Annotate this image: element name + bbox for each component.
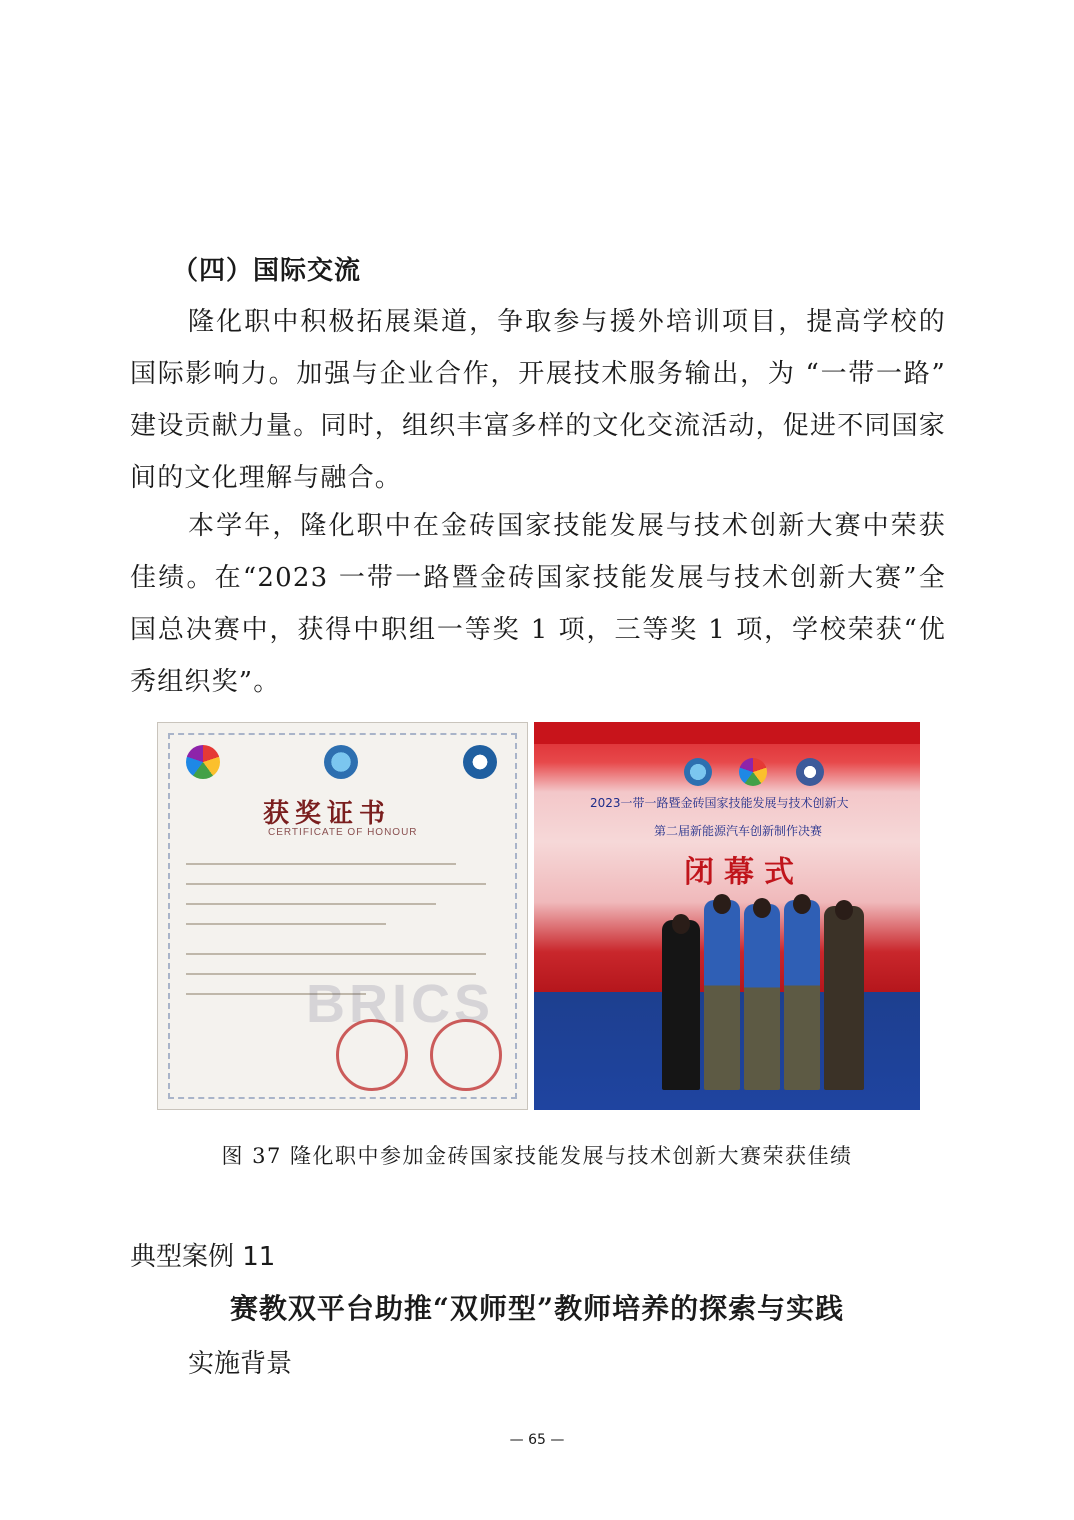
- person-head: [793, 894, 811, 914]
- figure-37: [157, 722, 920, 1110]
- certificate-text-line: [186, 923, 386, 925]
- certificate-text-line: [186, 863, 456, 865]
- brics-logo-icon: [186, 745, 220, 779]
- person-figure: [662, 920, 700, 1090]
- red-seal-icon: [430, 1019, 502, 1091]
- page-number: — 65 —: [509, 1432, 565, 1448]
- person-figure: [704, 900, 740, 1090]
- person-head: [753, 898, 771, 918]
- case-title: 赛教双平台助推“双师型”教师培养的探索与实践: [229, 1292, 845, 1325]
- banner-line-2: 第二届新能源汽车创新制作决赛: [654, 824, 823, 838]
- person-head: [672, 914, 690, 934]
- school-logo-icon: [796, 758, 824, 786]
- case-label: 典型案例 11: [130, 1242, 276, 1272]
- person-figure: [784, 900, 820, 1090]
- banner-line-1: 2023一带一路暨金砖国家技能发展与技术创新大: [590, 796, 849, 810]
- certificate-text-line: [186, 953, 486, 955]
- person-head: [835, 900, 853, 920]
- brics-logo-icon: [739, 758, 767, 786]
- section-heading: （四）国际交流: [172, 256, 362, 286]
- figure-caption: 图 37 隆化职中参加金砖国家技能发展与技术创新大赛荣获佳绩: [221, 1144, 853, 1168]
- certificate-watermark: BRICS: [306, 974, 495, 1034]
- sub-heading: 实施背景: [188, 1349, 293, 1379]
- certificate-text-line: [186, 883, 486, 885]
- organization-logo-icon: [463, 745, 497, 779]
- person-figure: [744, 904, 780, 1090]
- paragraph-1: 隆化职中积极拓展渠道，争取参与援外培训项目，提高学校的国际影响力。加强与企业合作，开展技术服务输出，为 “一带一路” 建设贡献力量。同时，组织丰富多样的文化交流活动，促进不同国家间的文化理解与融合。: [130, 307, 947, 493]
- emblem-logo-icon: [684, 758, 712, 786]
- red-seal-icon: [336, 1019, 408, 1091]
- person-figure: [824, 906, 864, 1090]
- certificate-text-line: [186, 903, 436, 905]
- certificate-subtitle: CERTIFICATE OF HONOUR: [268, 827, 418, 838]
- person-head: [713, 894, 731, 914]
- banner-closing-ceremony: 闭幕式: [684, 855, 804, 890]
- certificate-title: 获奖证书: [263, 799, 392, 829]
- award-ceremony-photo: [534, 722, 920, 1110]
- emblem-logo-icon: [324, 745, 358, 779]
- photo-top-banner: [534, 722, 920, 744]
- paragraph-2: 本学年，隆化职中在金砖国家技能发展与技术创新大赛中荣获佳绩。在“2023 一带一路暨金砖国家技能发展与技术创新大赛”全国总决赛中，获得中职组一等奖 1 项，三等奖 1 项，学校荣获“优秀组织奖”。: [130, 511, 946, 697]
- certificate-image: [157, 722, 528, 1110]
